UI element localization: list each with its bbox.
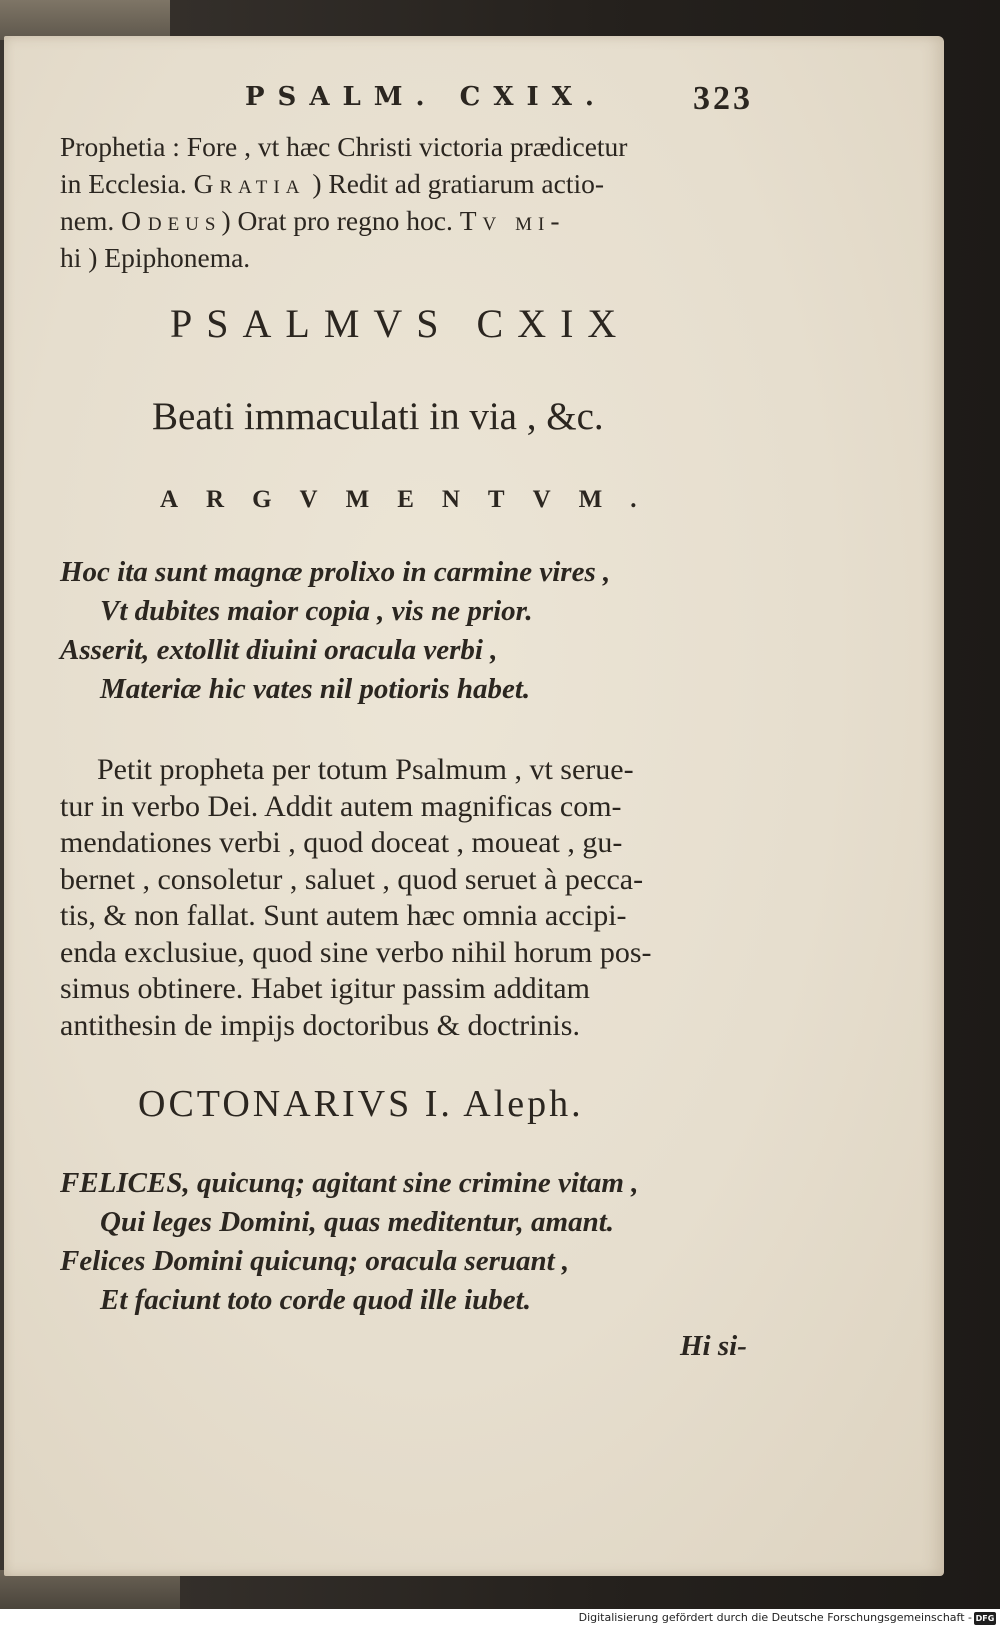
body-line-7: simus obtinere. Habet igitur passim additam: [60, 972, 590, 1005]
catchword: Hi si-: [680, 1330, 747, 1362]
intro-line-4: hi ) Epiphonema.: [60, 242, 251, 273]
octonarius-verse: [60, 1164, 780, 1320]
psalm-title: PSALMVS CXIX: [170, 301, 631, 346]
body-line-6: enda exclusiue, quod sine verbo nihil horum pos-: [60, 935, 652, 969]
book-binding-bottom: [0, 1570, 180, 1610]
running-head: [245, 82, 765, 122]
commentary-paragraph: [60, 752, 760, 1044]
section-heading: OCTONARIVS I. Aleph.: [138, 1083, 584, 1125]
intro-gratia: Gratia: [193, 168, 306, 199]
body-line-3: mendationes verbi , quod doceat , moueat , gu-: [60, 826, 623, 859]
octonarius-line-4: Et faciunt toto corde quod ille iubet.: [100, 1284, 531, 1316]
psalm-incipit: Beati immaculati in via , &c.: [152, 395, 604, 438]
body-line-4: bernet , consoletur , saluet , quod seruet à pecca-: [60, 862, 644, 896]
octonarius-line-1: FELICES, quicunq; agitant sine crimine vitam ,: [60, 1167, 639, 1199]
octonarius-line-2: Qui leges Domini, quas meditentur, amant.: [100, 1206, 615, 1238]
body-line-5: tis, & non fallat. Sunt autem hæc omnia accipi-: [60, 899, 627, 932]
intro-line-2: in Ecclesia. Gratia ) Redit ad gratiarum actio-: [60, 168, 605, 199]
digitization-footer: [0, 1609, 1000, 1629]
argument-verse-line-3: Asserit, extollit diuini oracula verbi ,: [60, 634, 498, 666]
intro-paragraph: [60, 128, 780, 276]
page-number: 323: [693, 80, 753, 117]
intro-line-1: Prophetia : Fore , vt hæc Christi victoria prædicetur: [60, 131, 628, 162]
intro-deus: deus: [147, 205, 222, 236]
argument-label: ARGVMENTVM.: [160, 486, 665, 513]
body-line-8: antithesin de impijs doctoribus & doctrinis.: [60, 1008, 580, 1042]
octonarius-line-3: Felices Domini quicunq; oracula seruant ,: [60, 1245, 570, 1277]
argument-verse-line-2: Vt dubites maior copia , vis ne prior.: [100, 595, 533, 627]
argument-verse: [60, 553, 780, 709]
body-line-1: Petit propheta per totum Psalmum , vt serue-: [97, 753, 634, 786]
dfg-logo: DFG: [975, 1614, 995, 1623]
argument-verse-line-4: Materiæ hic vates nil potioris habet.: [100, 673, 531, 705]
argument-verse-line-1: Hoc ita sunt magnæ prolixo in carmine vires ,: [60, 556, 611, 588]
book-binding-top: [0, 0, 170, 40]
body-line-2: tur in verbo Dei. Addit autem magnificas com-: [60, 789, 622, 823]
running-title: PSALM. CXIX.: [245, 82, 607, 112]
footer-credit: Digitalisierung gefördert durch die Deutsche Forschungsgemeinschaft -: [578, 1611, 972, 1624]
intro-tu-mi: Tv mi-: [459, 205, 566, 236]
intro-line-3: nem. O deus) Orat pro regno hoc. Tv mi-: [60, 205, 566, 236]
